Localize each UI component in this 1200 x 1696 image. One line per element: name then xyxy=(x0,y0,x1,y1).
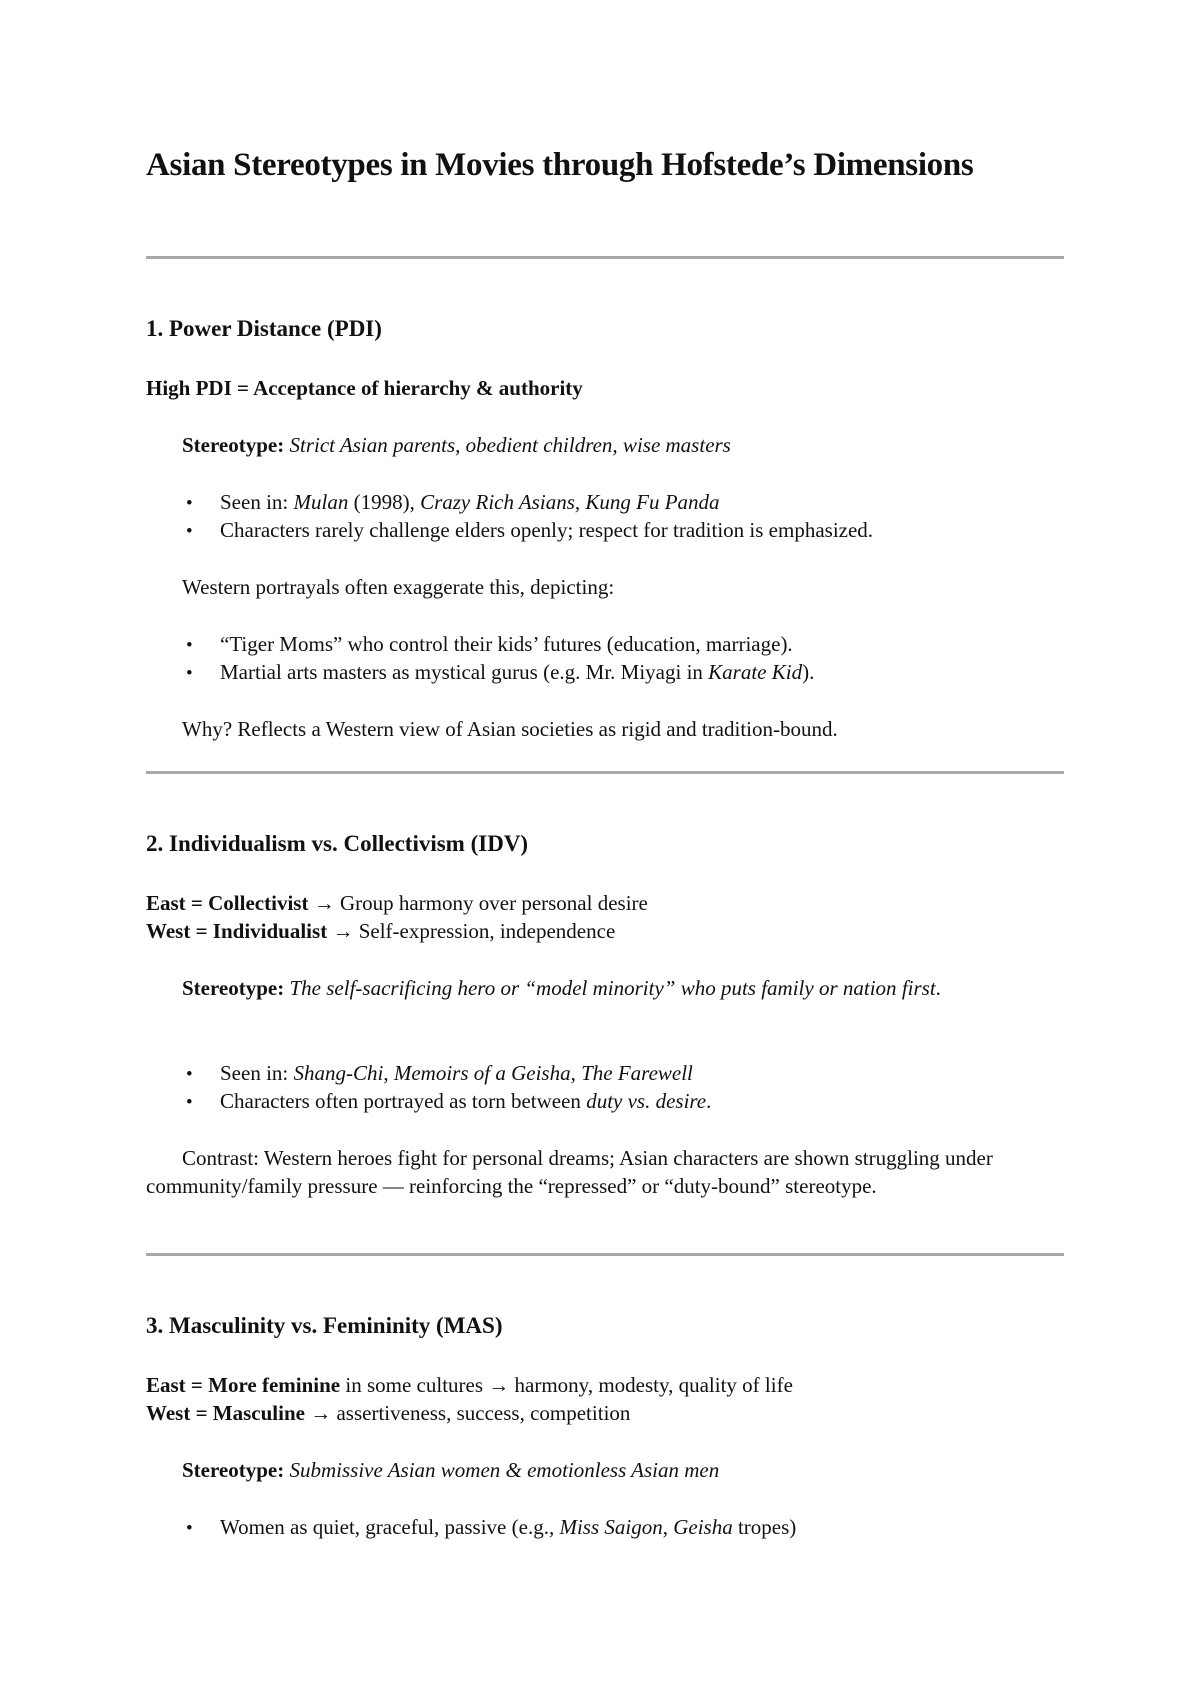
section-1-heading: 1. Power Distance (PDI) xyxy=(146,316,382,341)
section-3-heading: 3. Masculinity vs. Femininity (MAS) xyxy=(146,1313,503,1338)
section-2-contrast: Contrast: Western heroes fight for personal dreams; Asian characters are shown struggling under community/family pressure — reinforcing the “repressed” or “duty-bound” stereotype. xyxy=(146,1146,993,1198)
divider-2 xyxy=(146,771,1064,774)
divider-3 xyxy=(146,1253,1064,1256)
list-item: • Martial arts masters as mystical gurus (e.g. Mr. Miyagi in Karate Kid). xyxy=(186,658,814,688)
section-2-stereotype: Stereotype: The self-sacrificing hero or “model minority” who puts family or nation first. xyxy=(182,976,941,1000)
bullet-icon: • xyxy=(186,1064,193,1085)
list-item: • Seen in: Shang-Chi, Memoirs of a Geisha, The Farewell xyxy=(186,1059,693,1089)
section-2-west-line: West = Individualist → Self-expression, independence xyxy=(146,919,616,943)
divider-1 xyxy=(146,256,1064,259)
section-2-heading: 2. Individualism vs. Collectivism (IDV) xyxy=(146,831,529,856)
list-item: • Characters rarely challenge elders openly; respect for tradition is emphasized. xyxy=(186,516,873,546)
bullet-icon: • xyxy=(186,521,193,542)
bullet-icon: • xyxy=(186,635,193,656)
document-title: Asian Stereotypes in Movies through Hofstede’s Dimensions xyxy=(146,147,974,183)
section-1-stereotype: Stereotype: Strict Asian parents, obedient children, wise masters xyxy=(182,433,731,457)
section-1-paragraph-2: Why? Reflects a Western view of Asian societies as rigid and tradition-bound. xyxy=(182,717,838,741)
bullet-icon: • xyxy=(186,1092,193,1113)
section-3-west-line: West = Masculine → assertiveness, success, competition xyxy=(146,1401,631,1425)
bullet-icon: • xyxy=(186,493,193,514)
section-1-subtitle: High PDI = Acceptance of hierarchy & authority xyxy=(146,376,583,400)
section-1-paragraph-1: Western portrayals often exaggerate this, depicting: xyxy=(182,575,615,599)
section-3-east-line: East = More feminine in some cultures → harmony, modesty, quality of life xyxy=(146,1373,793,1397)
list-item: • Characters often portrayed as torn between duty vs. desire. xyxy=(186,1087,711,1117)
list-item: • Seen in: Mulan (1998), Crazy Rich Asians, Kung Fu Panda xyxy=(186,488,720,518)
bullet-icon: • xyxy=(186,663,193,684)
section-2-east-line: East = Collectivist → Group harmony over personal desire xyxy=(146,891,648,915)
section-3-stereotype: Stereotype: Submissive Asian women & emotionless Asian men xyxy=(182,1458,720,1482)
list-item: • “Tiger Moms” who control their kids’ futures (education, marriage). xyxy=(186,630,793,660)
list-item: • Women as quiet, graceful, passive (e.g., Miss Saigon, Geisha tropes) xyxy=(186,1513,796,1543)
bullet-icon: • xyxy=(186,1518,193,1539)
